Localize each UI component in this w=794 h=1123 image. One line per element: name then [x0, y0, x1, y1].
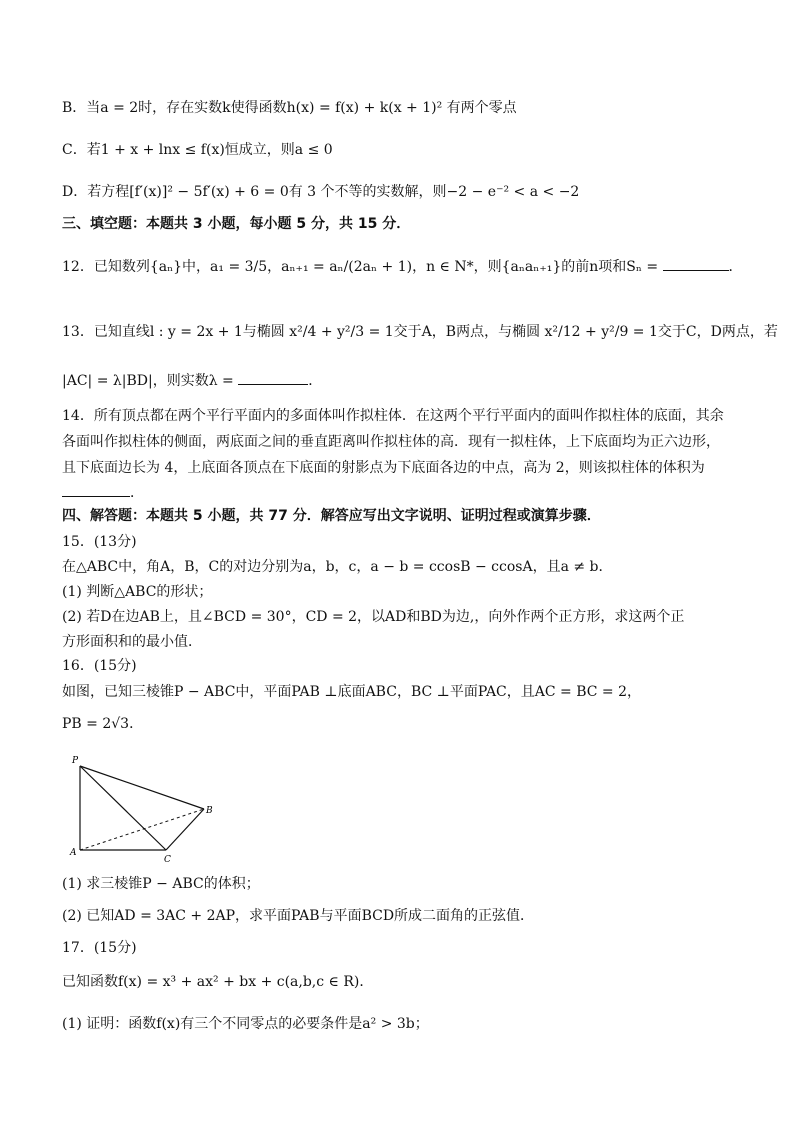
question-15-part-2-line-2: 方形面积和的最小值．: [62, 634, 202, 650]
question-16-part-1: (1) 求三棱锥P − ABC的体积；: [62, 876, 260, 892]
question-14-line-2: 各面叫作拟柱体的侧面，两底面之间的垂直距离叫作拟柱体的高．现有一拟柱体，上下底面均为正六边形，: [62, 434, 720, 450]
question-13-end: ．: [308, 373, 323, 389]
label-b: B: [206, 806, 213, 816]
answer-blank: [62, 482, 130, 497]
question-12: [62, 256, 743, 277]
edge-pc: [80, 766, 166, 850]
option-b: B．当a = 2时，存在实数k使得函数h(x) = f(x) + k(x + 1)² 有两个零点: [62, 100, 517, 116]
label-p: P: [72, 756, 79, 766]
label-a: A: [70, 848, 77, 858]
question-17-part-1: (1) 证明：函数f(x)有三个不同零点的必要条件是a² > 3b；: [62, 1016, 429, 1032]
question-16-stem-line-1: 如图，已知三棱锥P − ABC中，平面PAB ⊥底面ABC，BC ⊥平面PAC，且AC = BC = 2，: [62, 684, 642, 700]
question-13-text: |AC| = λ|BD|，则实数λ =: [62, 373, 234, 389]
pyramid-figure: [66, 752, 226, 868]
question-16-head: 16．(15分): [62, 658, 137, 674]
question-14-line-3: 且下底面边长为 4，上底面各顶点在下底面的射影点为下底面各边的中点，高为 2，则该拟柱体的体积为: [62, 460, 705, 476]
question-15-stem: 在△ABC中，角A，B，C的对边分别为a，b，c，a − b = ccosB − ccosA，且a ≠ b．: [62, 559, 613, 575]
question-12-text: 12．已知数列{aₙ}中，a₁ = 3/5，aₙ₊₁ = aₙ/(2aₙ + 1)，n ∈ N*，则{aₙaₙ₊₁}的前n项和Sₙ =: [62, 259, 659, 275]
question-14-end: ．: [130, 485, 144, 501]
option-c: C．若1 + x + lnx ≤ f(x)恒成立，则a ≤ 0: [62, 142, 333, 158]
question-15-head: 15．(13分): [62, 534, 137, 550]
answer-blank: [238, 370, 308, 385]
question-15-part-1: (1) 判断△ABC的形状；: [62, 584, 213, 600]
question-17-head: 17．(15分): [62, 940, 137, 956]
question-17-stem: 已知函数f(x) = x³ + ax² + bx + c(a,b,c ∈ R)．: [62, 974, 374, 990]
question-16-stem-line-2: PB = 2√3．: [62, 716, 144, 732]
section-4-title: 四、解答题：本题共 5 小题，共 77 分．解答应写出文字说明、证明过程或演算步骤．: [62, 508, 601, 524]
question-16-part-2: (2) 已知AD = 3AC + 2AP，求平面PAB与平面BCD所成二面角的正弦值．: [62, 908, 535, 924]
section-3-title: 三、填空题：本题共 3 小题，每小题 5 分，共 15 分．: [62, 216, 411, 232]
label-c: C: [164, 855, 171, 865]
question-14-line-4: [62, 482, 144, 503]
question-15-part-2-line-1: (2) 若D在边AB上，且∠BCD = 30°，CD = 2，以AD和BD为边,，向外作两个正方形，求这两个正: [62, 609, 685, 625]
question-13-line-1: 13．已知直线l : y = 2x + 1与椭圆 x²/4 + y²/3 = 1交于A，B两点，与椭圆 x²/12 + y²/9 = 1交于C，D两点，若: [62, 324, 778, 340]
question-12-end: ．: [728, 259, 743, 275]
answer-blank: [663, 256, 729, 271]
edge-pb: [80, 766, 204, 809]
option-d: D．若方程[f′(x)]² − 5f′(x) + 6 = 0有 3 个不等的实数解，则−2 − e⁻² < a < −2: [62, 184, 580, 200]
question-14-line-1: 14．所有顶点都在两个平行平面内的多面体叫作拟柱体．在这两个平行平面内的面叫作拟柱体的底面，其余: [62, 408, 724, 424]
question-13-line-2: [62, 370, 322, 391]
